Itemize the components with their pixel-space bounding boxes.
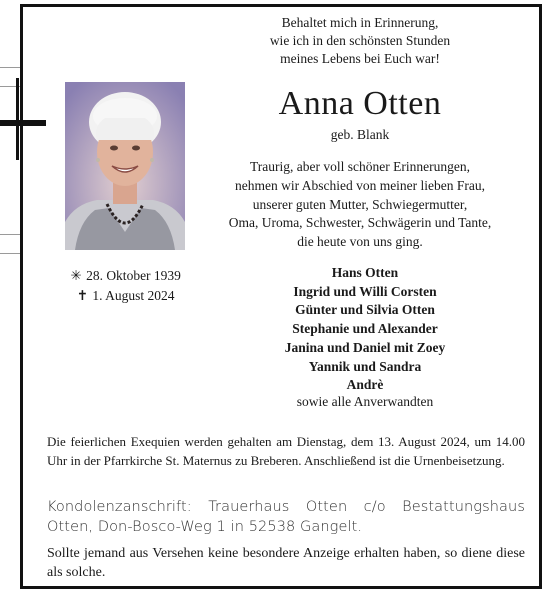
- portrait-photo: [65, 82, 185, 250]
- motto-line: wie ich in den schönsten Stunden: [269, 33, 451, 48]
- motto-line: meines Lebens bei Euch war!: [280, 51, 440, 66]
- cross-icon-bar: [0, 120, 46, 126]
- closing-note: Sollte jemand aus Versehen keine besondere Anzeige erhalten haben, so diene diese als solche.: [47, 546, 525, 580]
- asterisk-birth-icon: ✳: [70, 268, 82, 283]
- birth-date: 28. Oktober 1939: [86, 268, 181, 283]
- deceased-name: Anna Otten: [278, 85, 442, 122]
- mourner-name: Hans Otten: [331, 265, 399, 280]
- mourner-list: [230, 264, 500, 395]
- maiden-name: geb. Blank: [330, 127, 390, 142]
- motto: [200, 14, 520, 68]
- mourner-name: Yannik und Sandra: [308, 358, 422, 374]
- mourner-name: Günter und Silvia Otten: [295, 302, 435, 318]
- portrait-illustration: [65, 82, 185, 250]
- service-details: Die feierlichen Exequien werden gehalten am Dienstag, dem 13. August 2024, um 14.00 Uhr in der Pfarrkirche St. Maternus zu Breberen. Anschließend ist die Urnenbeisetzung.: [47, 434, 525, 468]
- death-date-line: [40, 286, 210, 306]
- life-dates: [40, 266, 210, 306]
- condolence-address: Kondolenzanschrift: Trauerhaus Otten c/o Bestattungshaus Otten, Don-Bosco-Weg 1 in 52538 Gangelt.: [47, 499, 525, 535]
- motto-line: Behaltet mich in Erinnerung,: [281, 15, 439, 30]
- mourning-line: Traurig, aber voll schöner Erinnerungen,: [250, 159, 470, 174]
- cross-icon: [16, 78, 19, 160]
- mourning-text: [195, 158, 525, 252]
- death-date: 1. August 2024: [92, 288, 175, 303]
- cross-death-icon: ✝: [76, 288, 89, 303]
- mourning-line: nehmen wir Abschied von meiner lieben Frau,: [234, 177, 486, 193]
- mourner-name: Andrè: [346, 377, 384, 393]
- mourner-name: Ingrid und Willi Corsten: [293, 283, 437, 299]
- birth-date-line: [40, 266, 210, 286]
- mourning-line: Oma, Uroma, Schwester, Schwägerin und Tante,: [228, 215, 492, 231]
- mourning-line: die heute von uns ging.: [297, 234, 423, 250]
- mourner-name: Janina und Daniel mit Zoey: [284, 339, 446, 355]
- mourner-name: Stephanie und Alexander: [292, 321, 438, 337]
- family-note: sowie alle Anverwandten: [296, 394, 434, 409]
- mourning-line: unserer guten Mutter, Schwiegermutter,: [252, 196, 468, 212]
